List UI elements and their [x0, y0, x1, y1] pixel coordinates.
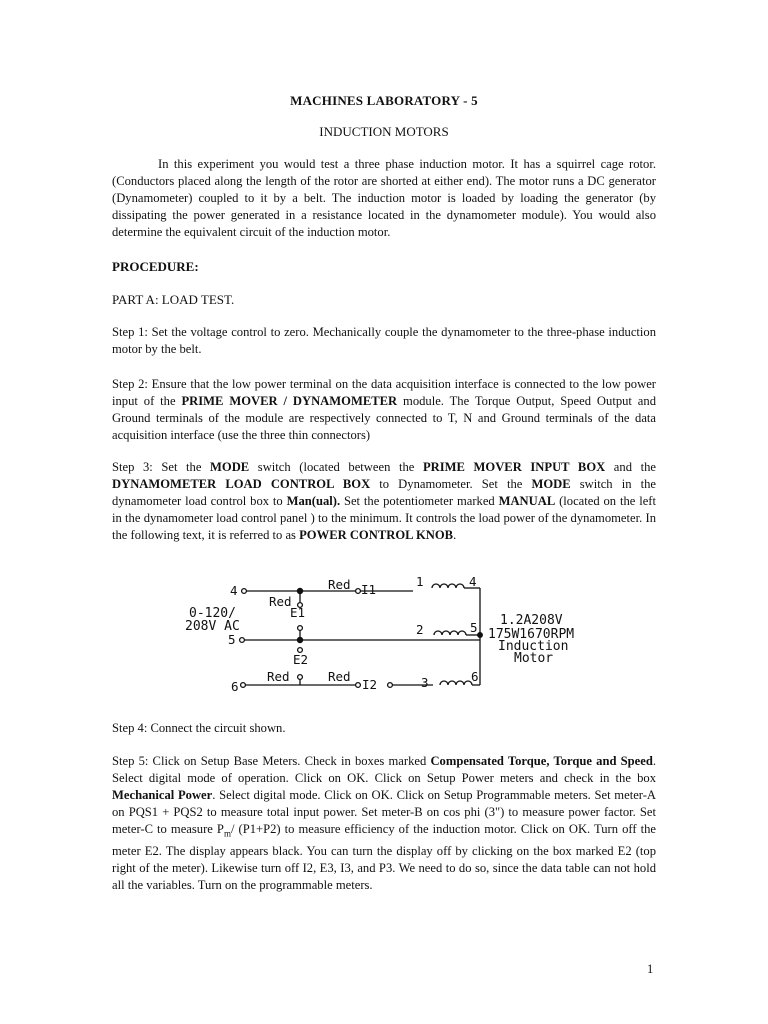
motor-terminal-5: 5	[470, 620, 478, 635]
step-4: Step 4: Connect the circuit shown.	[112, 721, 286, 735]
terminal-5	[240, 638, 245, 643]
coil-2-label: 2	[416, 622, 424, 637]
circuit-diagram	[180, 568, 600, 700]
page-title: MACHINES LABORATORY - 5	[290, 93, 478, 108]
coil-3-label: 3	[421, 675, 429, 690]
red-e1-label: Red	[269, 594, 292, 609]
red-left-label: Red	[267, 669, 290, 684]
step-5: Step 5: Click on Setup Base Meters. Check in boxes marked Compensated Torque, Torque and Speed. Select digital mode of operation. Click on OK. Click on Setup Power meters and check in the box Mechanical Power. Select digital mode. Click on OK. Click on Setup Programmable meters. Set meter-A on PQS1 + PQS2 to measure total input power. Set meter-B on cos phi (3") to measure power factor. Set meter-C to measure $P_m/$ (P1+P2) to measure efficiency of the induction motor. Click on OK. Turn off the meter E2. The display appears black. You can turn the display off by clicking on the box marked E2 (top right of the meter). Likewise turn off I2, E3, I3, and P3. We need to do so, since the data table can not hold all the variables. Turn on the programmable meters.	[112, 754, 657, 892]
page-subtitle: INDUCTION MOTORS	[319, 124, 449, 139]
i2-label: I2	[362, 677, 378, 692]
motor-name-2: Motor	[514, 651, 554, 666]
motor-terminal-4: 4	[469, 574, 477, 589]
step-2: Step 2: Ensure that the low power terminal on the data acquisition interface is connected to the low power input of the PRIME MOVER / DYNAMOMETER module. The Torque Output, Speed Output and Ground terminals of the module are respectively connected to T, N and Ground terminals of the data acquisition interface (use the three thin connectors)	[112, 377, 656, 442]
intro-paragraph	[112, 156, 656, 241]
e2-label: E2	[293, 652, 309, 667]
motor-rating-1: 1.2A208V	[500, 613, 563, 628]
coil-1-label: 1	[416, 574, 424, 589]
motor-terminal-6: 6	[471, 669, 479, 684]
step-1: Step 1: Set the voltage control to zero. Mechanically couple the dynamometer to the three-phase induction motor by the belt.	[112, 325, 656, 356]
terminal-4	[242, 589, 247, 594]
step-3: Step 3: Set the MODE switch (located between the PRIME MOVER INPUT BOX and the DYNAMOMETER LOAD CONTROL BOX to Dynamometer. Set the MODE switch in the dynamometer load control box to Man(ual). Set the potentiometer marked MANUAL (located on the left in the dynamometer load control panel ) to the minimum. It controls the load power of the dynamometer. In the following text, it is referred to as POWER CONTROL KNOB.	[112, 460, 656, 542]
page-number: 1	[647, 962, 654, 976]
intro-text: In this experiment you would test a three phase induction motor. It has a squirrel cage rotor. (Conductors placed along the length of the rotor are shorted at either end). The motor runs a DC generator (Dynamometer) coupled to it by a belt. The induction motor is loaded by loading the generator (by dissipating the power generated in a resistance located in the dynamometer module). You would also determine the equivalent circuit of the induction motor.	[112, 157, 656, 239]
motor-rating-2: 175W1670RPM	[488, 627, 575, 642]
node-6-label: 6	[231, 679, 239, 694]
red-i2-label: Red	[328, 669, 351, 684]
i1-label: I1	[361, 582, 377, 597]
supply-label-2: 208V AC	[185, 619, 240, 634]
node-5-label: 5	[228, 632, 236, 647]
red-i1-label: Red	[328, 577, 351, 592]
part-a-heading: PART A: LOAD TEST.	[112, 292, 235, 307]
motor-name-1: Induction	[498, 639, 569, 654]
procedure-heading: PROCEDURE:	[112, 259, 199, 274]
terminal-6	[241, 683, 246, 688]
e1-label: E1	[290, 605, 306, 620]
node-4-label: 4	[230, 583, 238, 598]
supply-label-1: 0-120/	[189, 606, 236, 621]
